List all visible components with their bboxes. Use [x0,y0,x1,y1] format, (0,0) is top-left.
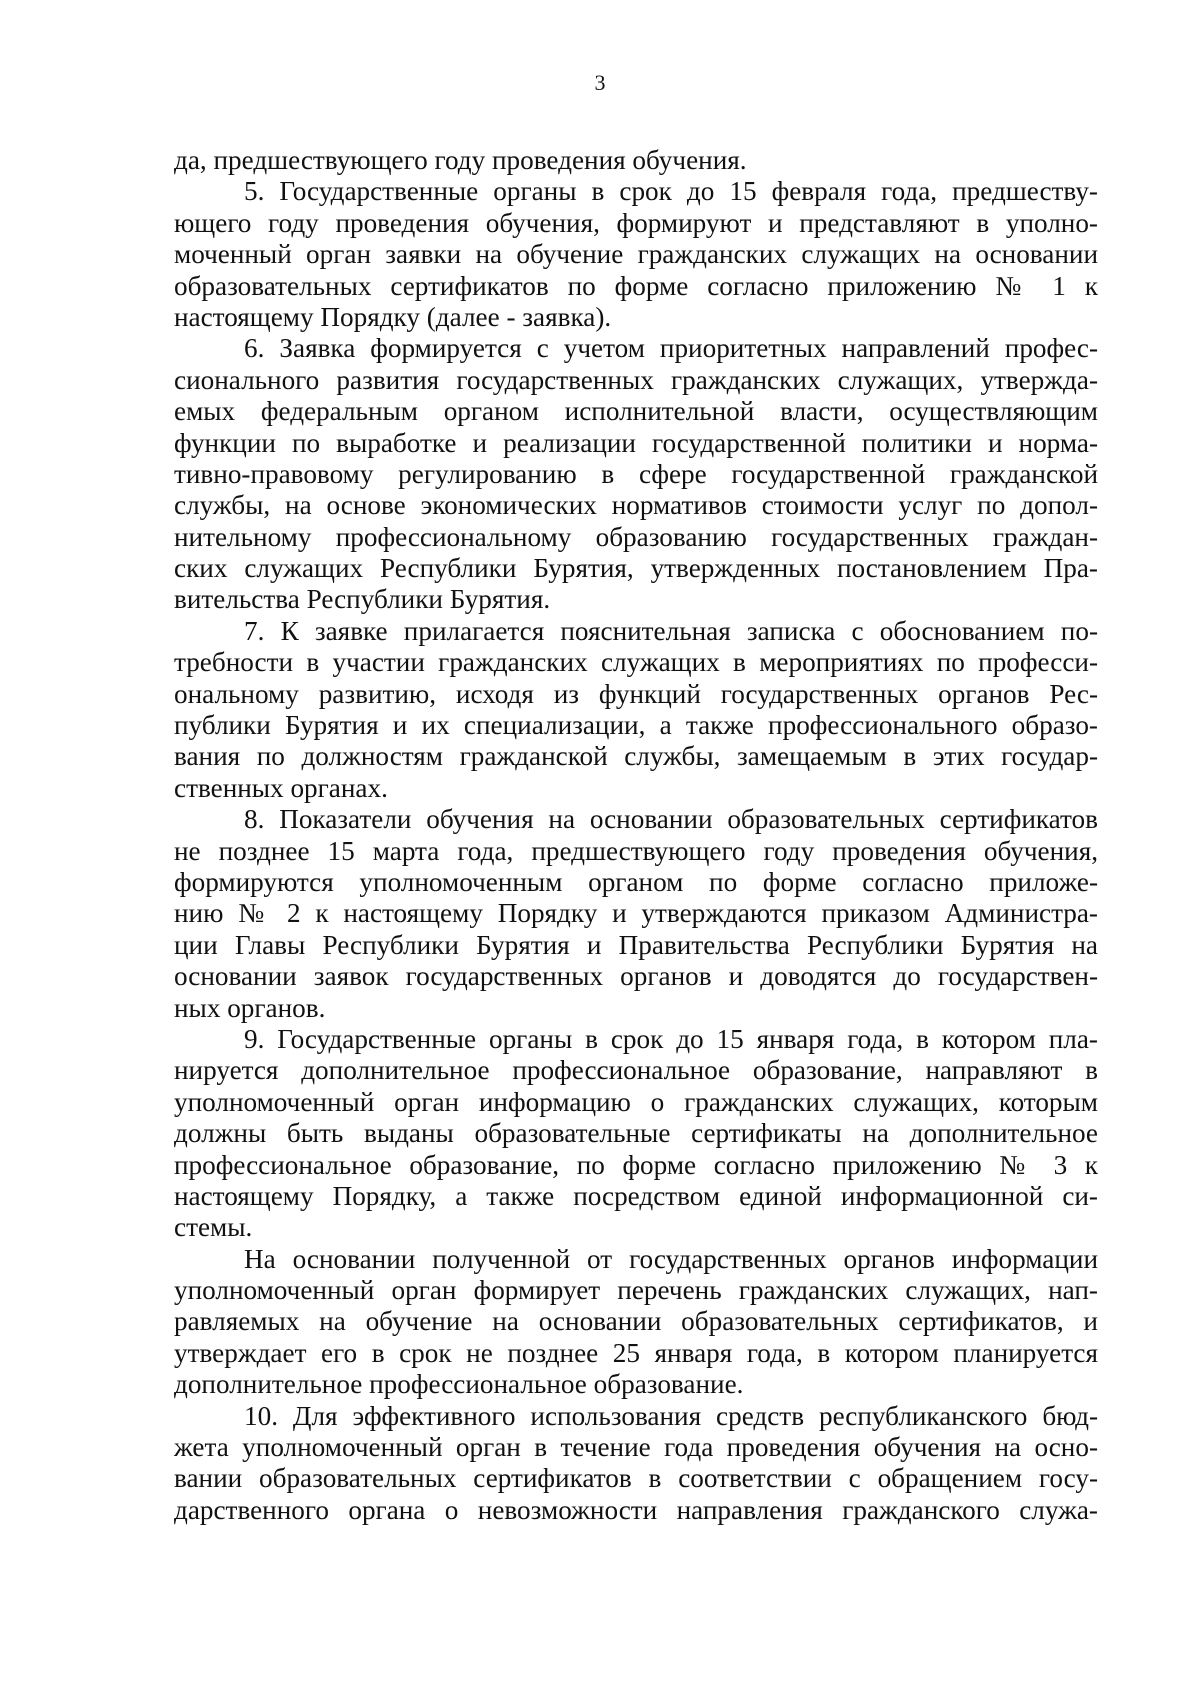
text-line: жета уполномоченный орган в течение года проведения обучения на осно- [174,1432,1098,1463]
text-line: да, предшествующего году проведения обучения. [174,145,747,175]
text-line: утверждает его в срок не позднее 25 января года, в котором планируется [174,1337,1098,1368]
paragraph-first-line: 7. К заявке прилагается пояснительная записка с обоснованием по- [244,615,1098,646]
paragraph-first-line: 6. Заявка формируется с учетом приоритетных направлений профес- [244,333,1098,364]
text-line: функции по выработке и реализации государственной политики и норма- [174,427,1098,458]
text-line: вании образовательных сертификатов в соответствии с обращением госу- [174,1463,1098,1494]
text-line: настоящему Порядку, а также посредством единой информационной си- [174,1180,1098,1211]
paragraph-first-line: 10. Для эффективного использования средств республиканского бюд- [244,1400,1098,1431]
paragraph-first-line: На основании полученной от государственных органов информации [244,1243,1098,1274]
paragraph-first-line: 5. Государственные органы в срок до 15 февраля года, предшеству- [244,176,1098,207]
text-line: формируются уполномоченным органом по форме согласно приложе- [174,866,1098,897]
paragraph-first-line: 9. Государственные органы в срок до 15 января года, в котором пла- [244,1023,1098,1054]
text-line: настоящему Порядку (далее - заявка). [174,301,612,332]
text-line: нительному профессиональному образованию государственных граждан- [174,521,1098,552]
text-line: службы, на основе экономических нормативов стоимости услуг по допол- [174,490,1098,521]
text-line: емых федеральным органом исполнительной власти, осуществляющим [174,396,1098,427]
text-line: основании заявок государственных органов и доводятся до государствен- [174,961,1098,992]
text-line: нию № 2 к настоящему Порядку и утверждаются приказом Администра- [174,898,1098,929]
text-line: стемы. [174,1212,253,1243]
text-line: уполномоченный орган формирует перечень гражданских служащих, нап- [174,1275,1098,1306]
text-line: дарственного органа о невозможности направления гражданского служа- [174,1494,1098,1525]
text-line: не позднее 15 марта года, предшествующего году проведения обучения, [174,835,1098,866]
text-line: ющего году проведения обучения, формируют и представляют в уполно- [174,207,1098,238]
text-line: ции Главы Республики Бурятия и Правительства Республики Бурятия на [174,929,1098,960]
document-body [174,145,1098,1526]
text-line: профессиональное образование, по форме согласно приложению № 3 к [174,1149,1098,1180]
text-line: вительства Республики Бурятия. [174,584,551,615]
text-line: публики Бурятия и их специализации, а также профессионального образо- [174,710,1098,741]
text-line: моченный орган заявки на обучение гражданских служащих на основании [174,239,1098,270]
text-line: требности в участии гражданских служащих в мероприятиях по професси- [174,647,1098,678]
paragraph-first-line: 8. Показатели обучения на основании образовательных сертификатов [244,804,1098,835]
text-line: вания по должностям гражданской службы, замещаемым в этих государ- [174,741,1098,772]
text-line: ских служащих Республики Бурятия, утвержденных постановлением Пра- [174,553,1098,584]
text-line: тивно-правовому регулированию в сфере государственной гражданской [174,458,1098,489]
text-line: сионального развития государственных гражданских служащих, утвержда- [174,364,1098,395]
text-line: должны быть выданы образовательные сертификаты на дополнительное [174,1118,1098,1149]
text-line: нируется дополнительное профессиональное образование, направляют в [174,1055,1098,1086]
text-line: ных органов. [174,992,326,1023]
text-line: уполномоченный орган информацию о гражданских служащих, которым [174,1086,1098,1117]
text-line: ональному развитию, исходя из функций государственных органов Рес- [174,678,1098,709]
text-line: образовательных сертификатов по форме согласно приложению № 1 к [174,270,1098,301]
page-number: 3 [594,70,606,95]
text-line: ственных органах. [174,772,388,803]
text-line: равляемых на обучение на основании образовательных сертификатов, и [174,1306,1098,1337]
text-line: дополнительное профессиональное образование. [174,1369,744,1400]
